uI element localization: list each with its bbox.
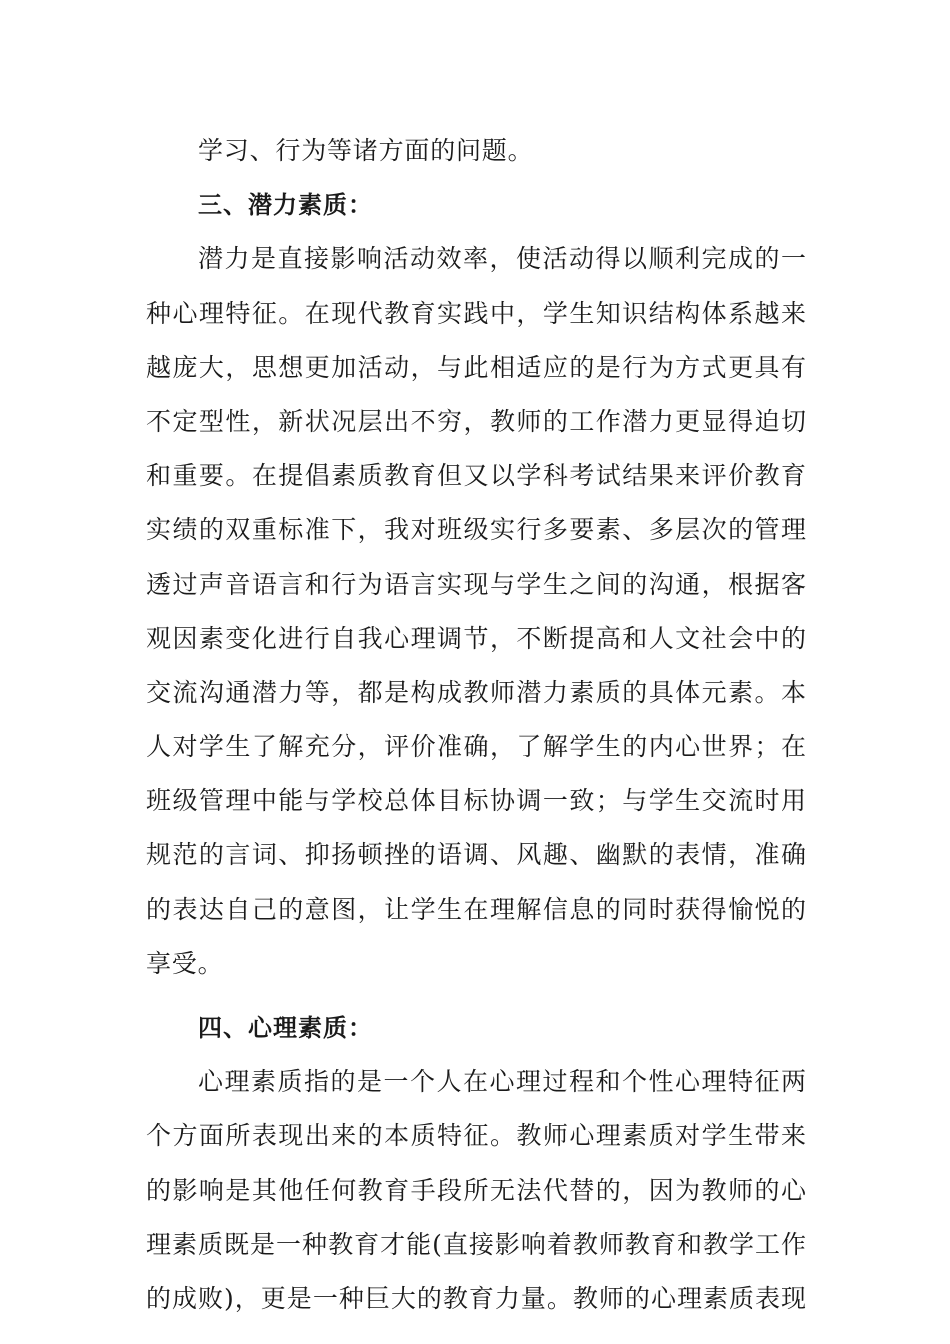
paragraph-line: 越庞大，思想更加活动，与此相适应的是行为方式更具有 — [146, 352, 806, 382]
paragraph-line: 规范的言词、抑扬顿挫的语调、风趣、幽默的表情，准确 — [146, 840, 806, 870]
section-heading-potential: 三、潜力素质： — [198, 191, 373, 220]
paragraph-line: 潜力是直接影响活动效率，使活动得以顺利完成的一 — [198, 244, 806, 274]
paragraph-line: 的成败)，更是一种巨大的教育力量。教师的心理素质表现 — [146, 1283, 806, 1313]
document-body — [146, 124, 806, 1326]
paragraph-line: 交流沟通潜力等，都是构成教师潜力素质的具体元素。本 — [146, 677, 806, 707]
paragraph-line: 享受。 — [146, 948, 224, 978]
paragraph-line: 理素质既是一种教育才能(直接影响着教师教育和教学工作 — [146, 1229, 806, 1259]
paragraph-line: 的影响是其他任何教育手段所无法代替的，因为教师的心 — [146, 1175, 806, 1205]
paragraph-line: 不定型性，新状况层出不穷，教师的工作潜力更显得迫切 — [146, 406, 806, 436]
paragraph-line: 实绩的双重标准下，我对班级实行多要素、多层次的管理 — [146, 515, 806, 545]
paragraph-line: 观因素变化进行自我心理调节，不断提高和人文社会中的 — [146, 623, 806, 653]
paragraph-line: 人对学生了解充分，评价准确，了解学生的内心世界；在 — [146, 732, 806, 762]
paragraph-line: 个方面所表现出来的本质特征。教师心理素质对学生带来 — [146, 1121, 806, 1151]
paragraph-line: 透过声音语言和行为语言实现与学生之间的沟通，根据客 — [146, 569, 806, 599]
paragraph-line: 和重要。在提倡素质教育但又以学科考试结果来评价教育 — [146, 461, 806, 491]
paragraph-line: 的表达自己的意图，让学生在理解信息的同时获得愉悦的 — [146, 894, 806, 924]
paragraph-line: 学习、行为等诸方面的问题。 — [198, 136, 534, 165]
paragraph-line: 班级管理中能与学校总体目标协调一致；与学生交流时用 — [146, 786, 806, 816]
paragraph-gap — [146, 991, 806, 1001]
paragraph-line: 心理素质指的是一个人在心理过程和个性心理特征两 — [198, 1067, 806, 1097]
section-heading-psychology: 四、心理素质： — [198, 1014, 373, 1042]
paragraph-line: 种心理特征。在现代教育实践中，学生知识结构体系越来 — [146, 298, 806, 328]
